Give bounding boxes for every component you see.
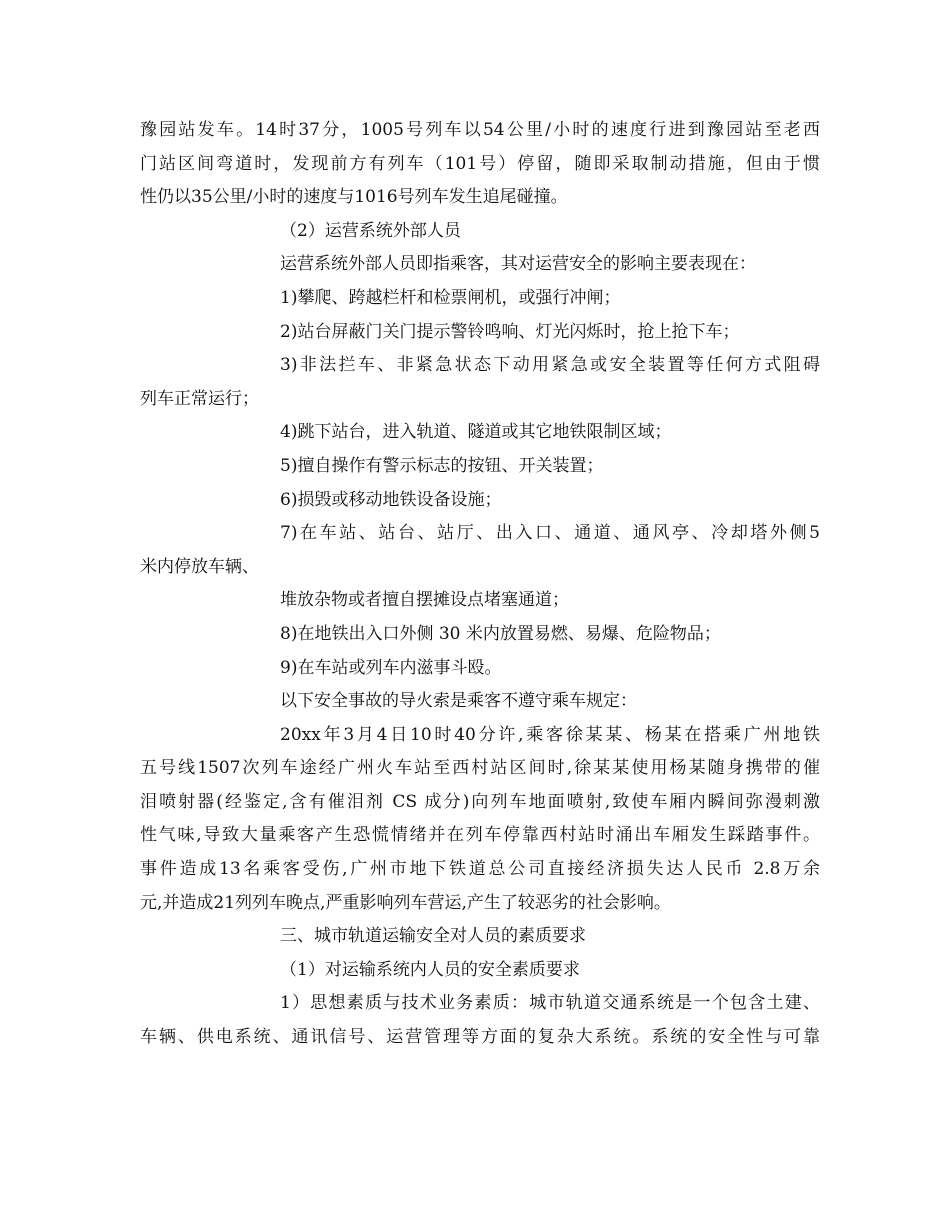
text-line: 2)站台屏蔽门关门提示警铃鸣响、灯光闪烁时，抢上抢下车； xyxy=(280,321,740,342)
text-line: 4)跳下站台，进入轨道、隧道或其它地铁限制区域； xyxy=(280,422,672,443)
text-line: 20xx年3月4日10时40分许,乘客徐某某、杨某在搭乘广州地铁 xyxy=(280,724,820,745)
text-line: 8)在地铁出入口外侧 30 米内放置易燃、易爆、危险物品； xyxy=(280,623,721,644)
text-line: 6)损毁或移动地铁设备设施； xyxy=(280,489,502,510)
text-line: 性气味,导致大量乘客产生恐慌情绪并在列车停靠西村站时涌出车厢发生踩踏事件。 xyxy=(140,825,820,846)
text-line: 7)在车站、站台、站厅、出入口、通道、通风亭、冷却塔外侧5 xyxy=(280,523,820,544)
text-line: 五号线1507次列车途经广州火车站至西村站区间时,徐某某使用杨某随身携带的催 xyxy=(140,758,820,779)
text-line: 性仍以35公里/小时的速度与1016号列车发生追尾碰撞。 xyxy=(140,187,568,208)
text-line: 堆放杂物或者擅自摆摊设点堵塞通道； xyxy=(280,590,569,611)
text-line: 车辆、供电系统、通讯信号、运营管理等方面的复杂大系统。系统的安全性与可靠 xyxy=(140,1027,820,1048)
text-line: 泪喷射器(经鉴定,含有催泪剂 CS 成分)向列车地面喷射,致使车厢内瞬间弥漫刺激 xyxy=(140,791,820,812)
text-line: 门站区间弯道时，发现前方有列车（101号）停留，随即采取制动措施，但由于惯 xyxy=(140,153,820,174)
text-line: 元,并造成21列列车晚点,严重影响列车营运,产生了较恶劣的社会影响。 xyxy=(140,892,671,913)
document-page xyxy=(140,114,820,1055)
text-line: 1）思想素质与技术业务素质：城市轨道交通系统是一个包含土建、 xyxy=(280,993,820,1014)
text-line: （2）运营系统外部人员 xyxy=(280,220,461,241)
text-line: 9)在车站或列车内滋事斗殴。 xyxy=(280,657,502,678)
text-line: 豫园站发车。14时37分，1005号列车以54公里/小时的速度行进到豫园站至老西 xyxy=(140,120,820,140)
text-line: 事件造成13名乘客受伤,广州市地下铁道总公司直接经济损失达人民币 2.8万余 xyxy=(140,859,820,880)
text-line: （1）对运输系统内人员的安全素质要求 xyxy=(280,959,580,980)
text-line: 米内停放车辆、 xyxy=(140,556,259,577)
text-line: 三、城市轨道运输安全对人员的素质要求 xyxy=(280,926,586,947)
text-line: 以下安全事故的导火索是乘客不遵守乘车规定： xyxy=(280,691,637,712)
text-line: 运营系统外部人员即指乘客，其对运营安全的影响主要表现在： xyxy=(280,254,756,275)
text-line: 5)擅自操作有警示标志的按钮、开关装置； xyxy=(280,455,604,476)
text-line: 列车正常运行； xyxy=(140,388,259,409)
text-line: 3)非法拦车、非紧急状态下动用紧急或安全装置等任何方式阻碍 xyxy=(280,355,820,376)
text-line: 1)攀爬、跨越栏杆和检票闸机，或强行冲闸； xyxy=(280,287,621,308)
